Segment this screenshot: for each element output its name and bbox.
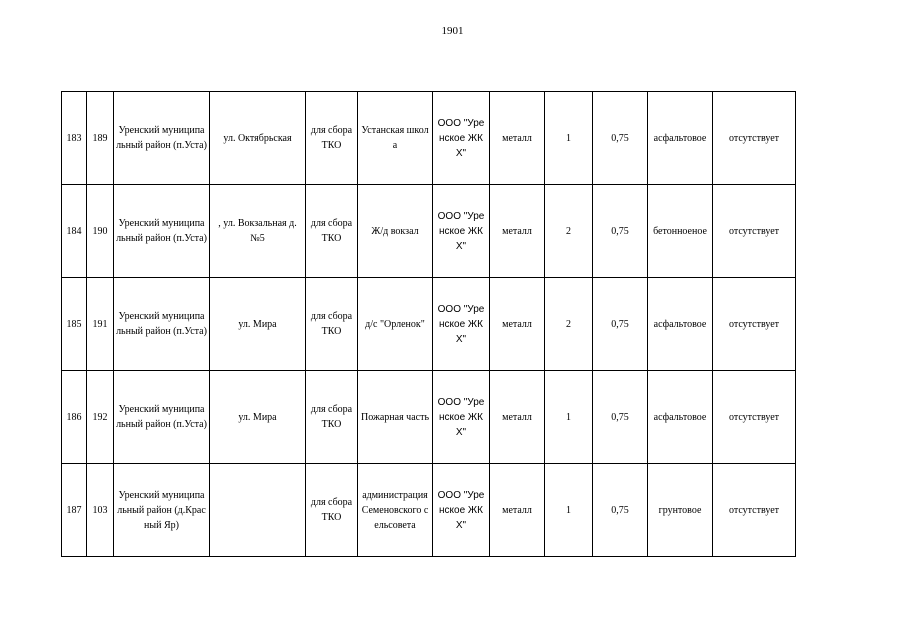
location-cell: Устанская школа: [358, 92, 433, 185]
row-index-cell: 186: [62, 371, 87, 464]
fence-cell: отсутствует: [713, 278, 796, 371]
table-row: [62, 92, 796, 185]
volume-cell: 0,75: [593, 92, 648, 185]
material-cell: металл: [490, 185, 545, 278]
table-row: [62, 278, 796, 371]
location-cell: Ж/д вокзал: [358, 185, 433, 278]
purpose-cell: для сбора ТКО: [306, 185, 358, 278]
address-cell: ул. Октябрьская: [210, 92, 306, 185]
table-row: [62, 185, 796, 278]
material-cell: металл: [490, 278, 545, 371]
quantity-cell: 2: [545, 185, 593, 278]
container-sites-table: [61, 91, 796, 557]
fence-cell: отсутствует: [713, 464, 796, 557]
fence-cell: отсутствует: [713, 371, 796, 464]
district-cell: Уренский муниципальный район (п.Уста): [114, 371, 210, 464]
surface-cell: асфальтовое: [648, 92, 713, 185]
district-cell: Уренский муниципальный район (п.Уста): [114, 92, 210, 185]
quantity-cell: 1: [545, 464, 593, 557]
district-cell: Уренский муниципальный район (п.Уста): [114, 185, 210, 278]
material-cell: металл: [490, 92, 545, 185]
address-cell: , ул. Вокзальная д.№5: [210, 185, 306, 278]
surface-cell: грунтовое: [648, 464, 713, 557]
table-row: [62, 371, 796, 464]
fence-cell: отсутствует: [713, 92, 796, 185]
surface-cell: бетонноеное: [648, 185, 713, 278]
site-id-cell: 191: [87, 278, 114, 371]
site-id-cell: 190: [87, 185, 114, 278]
location-cell: Пожарная часть: [358, 371, 433, 464]
purpose-cell: для сбора ТКО: [306, 278, 358, 371]
volume-cell: 0,75: [593, 464, 648, 557]
quantity-cell: 1: [545, 371, 593, 464]
material-cell: металл: [490, 371, 545, 464]
volume-cell: 0,75: [593, 185, 648, 278]
purpose-cell: для сбора ТКО: [306, 371, 358, 464]
page-number: 1901: [441, 25, 464, 37]
row-index-cell: 187: [62, 464, 87, 557]
purpose-cell: для сбора ТКО: [306, 464, 358, 557]
organization-cell: ООО "Уренское ЖКХ": [433, 92, 490, 185]
organization-cell: ООО "Уренское ЖКХ": [433, 278, 490, 371]
site-id-cell: 189: [87, 92, 114, 185]
site-id-cell: 103: [87, 464, 114, 557]
organization-cell: ООО "Уренское ЖКХ": [433, 464, 490, 557]
location-cell: администрация Семеновского сельсовета: [358, 464, 433, 557]
fence-cell: отсутствует: [713, 185, 796, 278]
table-row: [62, 464, 796, 557]
district-cell: Уренский муниципальный район (п.Уста): [114, 278, 210, 371]
location-cell: д/с "Орленок": [358, 278, 433, 371]
row-index-cell: 183: [62, 92, 87, 185]
address-cell: ул. Мира: [210, 278, 306, 371]
volume-cell: 0,75: [593, 371, 648, 464]
quantity-cell: 1: [545, 92, 593, 185]
quantity-cell: 2: [545, 278, 593, 371]
purpose-cell: для сбора ТКО: [306, 92, 358, 185]
address-cell: [210, 464, 306, 557]
address-cell: ул. Мира: [210, 371, 306, 464]
row-index-cell: 185: [62, 278, 87, 371]
organization-cell: ООО "Уренское ЖКХ": [433, 371, 490, 464]
row-index-cell: 184: [62, 185, 87, 278]
site-id-cell: 192: [87, 371, 114, 464]
volume-cell: 0,75: [593, 278, 648, 371]
organization-cell: ООО "Уренское ЖКХ": [433, 185, 490, 278]
district-cell: Уренский муниципальный район (д.Красный Яр): [114, 464, 210, 557]
material-cell: металл: [490, 464, 545, 557]
surface-cell: асфальтовое: [648, 278, 713, 371]
surface-cell: асфальтовое: [648, 371, 713, 464]
